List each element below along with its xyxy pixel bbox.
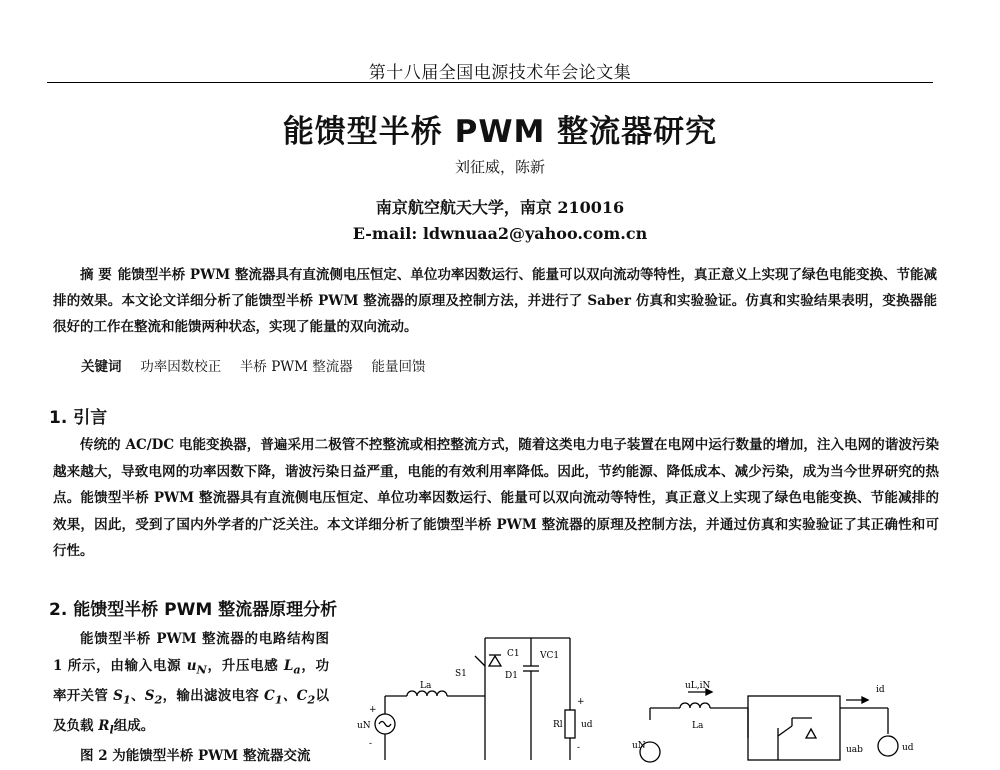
affiliation: 南京航空航天大学，南京 210016 [375,198,625,217]
label-ud: ud [581,720,593,730]
label-d1: D1 [505,671,518,681]
label-rl: Rl [553,720,563,730]
label-la: La [420,681,432,691]
proceedings-header: 第十八届全国电源技术年会论文集 [368,63,632,83]
label-plus-load: + [577,697,585,707]
abstract [53,262,937,340]
label-minus-src: - [369,739,373,749]
label-id: id [876,685,885,695]
email[interactable]: E-mail: ldwnuaa2@yahoo.com.cn [352,224,648,243]
figure-1-circuit [355,628,593,760]
section-2-body [53,626,329,770]
label-plus-src: + [369,705,377,715]
label-un: uN [357,721,371,731]
label-ul-in: uL,iN [685,681,711,691]
section-2-heading: 2. 能馈型半桥 PWM 整流器原理分析 [49,600,338,620]
section-2-para-2: 图 2 为能馈型半桥 PWM 整流器交流 [80,748,311,765]
abstract-label: 摘 要 [80,267,112,283]
section-1-body: 传统的 AC/DC 电能变换器，普遍采用二极管不控整流或相控整流方式，随着这类电力电子装置在电网中运行数量的增加，注入电网的谐波污染越来越大，导致电网的功率因数下降，谐波污染日益严重，电能的有效利用率降低。因此，节约能源、降低成本、减少污染，成为当今世界研究的热点。能馈型半桥 PWM 整流器具有直流侧电压恒定、单位功率因数运行、能量可以双向流动等特性，真正意义上实现了绿色电能变换、节能减排的效果，因此，受到了国内外学者的广泛关注。本文详细分析了能馈型半桥 PWM 整流器的原理及控制方法，并通过仿真和实验验证了其正确性和可行性。 [53,437,939,559]
keywords [81,355,425,375]
header-rule [47,82,933,83]
section-1-heading: 1. 引言 [49,408,108,428]
keywords-label: 关键词 [81,359,122,375]
label-s1: S1 [455,669,467,679]
label-c1: C1 [507,649,520,659]
figure-2-circuit [630,678,930,760]
section-2-para-1: 能馈型半桥 PWM 整流器的电路结构图 1 所示，由输入电源 $u_N$，升压电感 $L_a$，功率开关管 $S_1$、$S_2$，输出滤波电容 $C_1$、$C_2$以及负载 $R_l$组成。 [53,631,330,737]
label-vc1: VC1 [540,651,560,661]
keyword-item: 能量回馈 [371,359,426,375]
label-minus-load: - [577,743,581,753]
label-uab: uab [846,745,863,755]
paper-title: 能馈型半桥 PWM 整流器研究 [282,114,718,150]
label-un-2: uN [632,741,646,751]
authors: 刘征威，陈新 [454,158,545,176]
keyword-item: 功率因数校正 [140,359,222,375]
keyword-item: 半桥 PWM 整流器 [239,359,353,375]
label-ud-2: ud [902,743,914,753]
label-la-2: La [692,721,704,731]
abstract-text: 能馈型半桥 PWM 整流器具有直流侧电压恒定、单位功率因数运行、能量可以双向流动等特性，真正意义上实现了绿色电能变换、节能减排的效果。本文论文详细分析了能馈型半桥 PWM 整流器的原理及控制方法，并进行了 Saber 仿真和实验验证。仿真和实验结果表明，变换器能很好的工作在整流和能馈两种状态，实现了能量的双向流动。 [53,267,938,335]
